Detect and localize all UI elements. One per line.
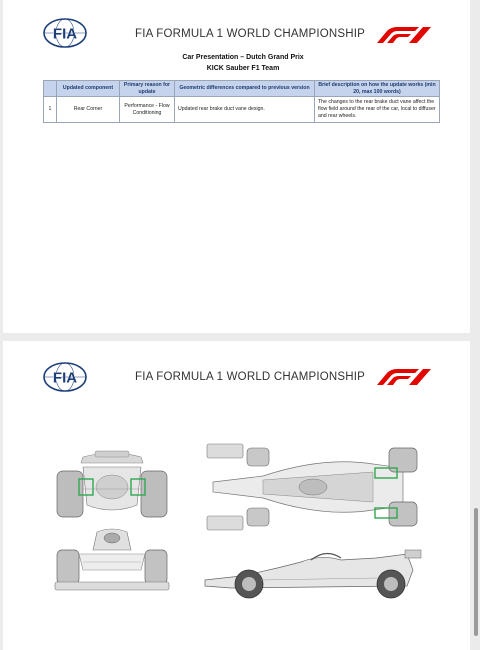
fia-logo-text: FIA (52, 369, 78, 387)
car-front-view (53, 528, 171, 594)
row-number: 1 (44, 97, 57, 123)
team-name: KICK Sauber F1 Team (206, 65, 280, 72)
fia-logo (43, 362, 87, 392)
fia-logo-text: FIA (52, 25, 78, 43)
document-page-1 (3, 0, 470, 333)
table-row (44, 97, 440, 123)
cell-geometry: Updated rear brake duct vane design. (175, 97, 315, 123)
document-title: Car Presentation – Dutch Grand Prix (182, 54, 304, 61)
table-header-row (44, 81, 440, 97)
championship-title: FIA FORMULA 1 WORLD CHAMPIONSHIP (135, 28, 366, 40)
document-page-2 (3, 341, 470, 650)
updates-table (43, 80, 440, 123)
car-side-view (201, 540, 425, 600)
f1-logo (375, 26, 433, 44)
f1-logo (375, 368, 433, 386)
cell-description: The changes to the rear brake duct vane affect the flow field around the rear of the car, local to diffuser and rear wheels. (315, 97, 440, 123)
fia-logo (43, 18, 87, 48)
championship-title: FIA FORMULA 1 WORLD CHAMPIONSHIP (135, 371, 366, 383)
col-header-description: Brief description on how the update works (min 20, max 100 words) (315, 81, 440, 97)
col-header-reason: Primary reason for update (120, 81, 175, 97)
col-header-component: Updated component (57, 81, 120, 97)
cell-reason: Performance - Flow Conditioning (120, 97, 175, 123)
car-rear-view (53, 449, 171, 524)
col-header-num (44, 81, 57, 97)
vertical-scrollbar[interactable] (474, 508, 478, 636)
col-header-geometry: Geometric differences compared to previous version (175, 81, 315, 97)
car-top-view (203, 442, 421, 532)
cell-component: Rear Corner (57, 97, 120, 123)
